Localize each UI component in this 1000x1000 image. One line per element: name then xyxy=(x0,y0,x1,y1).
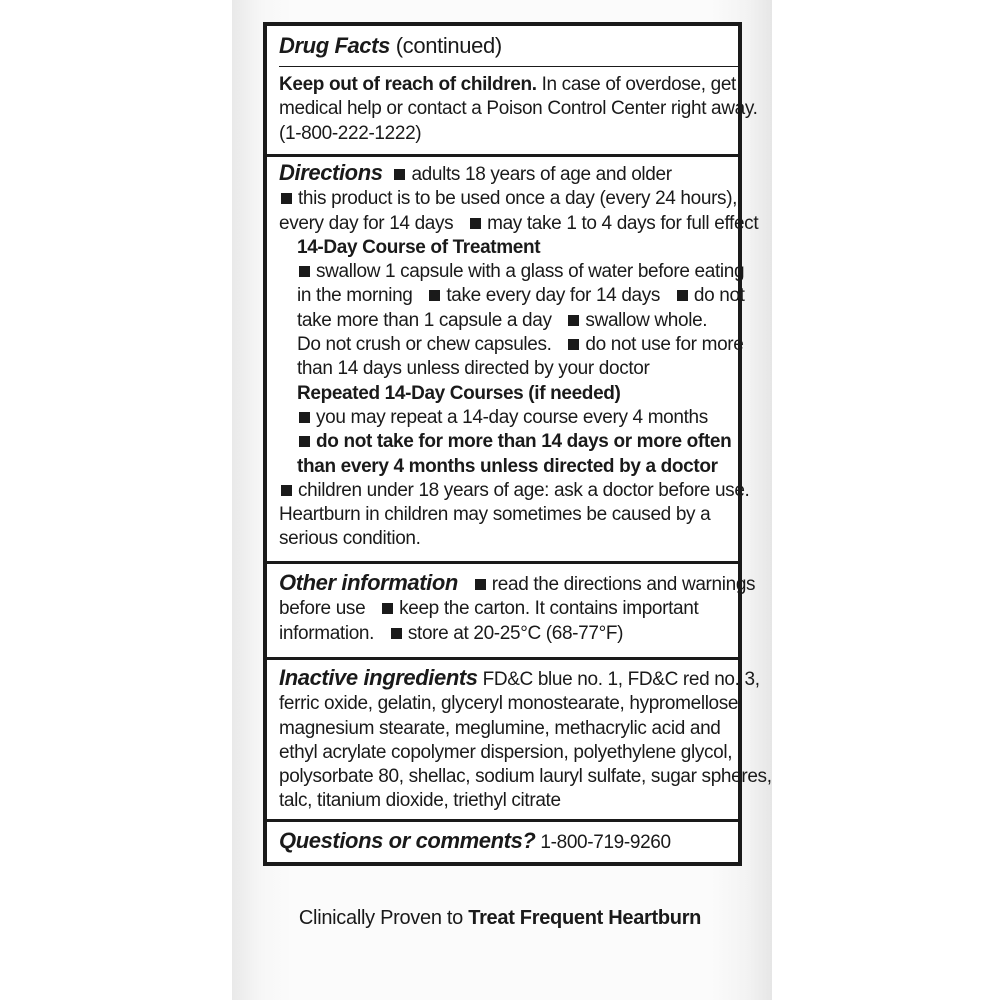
directions-heading: Directions xyxy=(279,160,383,185)
children-warning-text: children under 18 years of age: ask a doctor before use. xyxy=(298,479,750,501)
drug-facts-panel xyxy=(263,22,772,866)
other-information-text: read the directions and warnings xyxy=(491,574,756,595)
ingredients-text: ethyl acrylate copolymer dispersion, polyethylene glycol, xyxy=(279,741,733,763)
bullet-icon xyxy=(568,315,579,326)
directions-section xyxy=(267,160,759,552)
directions-text: this product is to be used once a day (every 24 hours), xyxy=(298,188,738,210)
bullet-icon xyxy=(470,218,481,229)
ingredients-text: magnesium stearate, meglumine, methacrylic acid and xyxy=(279,717,721,739)
repeat-course-heading: Repeated 14-Day Courses (if needed) xyxy=(297,382,621,404)
children-warning-text: Heartburn in children may sometimes be caused by a xyxy=(279,504,711,526)
other-information-heading: Other information xyxy=(279,570,458,595)
bullet-icon xyxy=(299,412,310,423)
directions-warning-text: than every 4 months unless directed by a doctor xyxy=(297,455,718,477)
poison-control-phone: (1-800-222-1222) xyxy=(279,122,422,144)
questions-heading: Questions or comments? xyxy=(279,828,536,853)
bullet-icon xyxy=(429,290,440,301)
inactive-ingredients-section xyxy=(267,665,772,814)
ingredients-text: polysorbate 80, shellac, sodium lauryl sulfate, sugar spheres, xyxy=(279,766,772,788)
directions-text: in the morning xyxy=(297,285,413,307)
directions-text: take more than 1 capsule a day xyxy=(297,309,552,331)
tagline-bold: Treat Frequent Heartburn xyxy=(468,907,702,929)
keep-out-of-reach-warning: Keep out of reach of children. xyxy=(279,74,537,95)
ingredients-text: ferric oxide, gelatin, glyceryl monostearate, hypromellose, xyxy=(279,693,744,715)
tagline xyxy=(0,907,1000,930)
children-warning-text: serious condition. xyxy=(279,528,421,550)
overdose-text: In case of overdose, get xyxy=(541,74,736,95)
bullet-icon xyxy=(391,628,402,639)
tagline-plain: Clinically Proven to xyxy=(298,907,463,929)
bullet-icon xyxy=(475,579,486,590)
directions-text: adults 18 years of age and older xyxy=(411,164,672,185)
section-divider xyxy=(267,657,738,660)
bullet-icon xyxy=(299,436,310,447)
directions-text: Do not crush or chew capsules. xyxy=(297,334,552,356)
other-information-text: information. xyxy=(279,622,375,644)
directions-warning-text: do not take for more than 14 days or more often xyxy=(316,431,732,453)
section-divider xyxy=(267,154,738,157)
directions-text: swallow whole. xyxy=(585,309,708,331)
other-information-text: before use xyxy=(279,598,366,620)
section-divider xyxy=(267,819,738,822)
inactive-ingredients-heading: Inactive ingredients xyxy=(279,665,478,690)
bullet-icon xyxy=(281,485,292,496)
questions-phone: 1-800-719-9260 xyxy=(540,832,671,853)
course-heading: 14-Day Course of Treatment xyxy=(297,236,541,258)
drug-facts-header xyxy=(267,34,738,58)
directions-text: take every day for 14 days xyxy=(446,285,661,307)
directions-text: than 14 days unless directed by your doctor xyxy=(297,358,650,380)
directions-text: do not use for more xyxy=(585,334,744,356)
directions-text: swallow 1 capsule with a glass of water before eating xyxy=(316,261,745,283)
ingredients-text: talc, titanium dioxide, triethyl citrate xyxy=(279,790,561,812)
other-information-section xyxy=(267,570,756,646)
bullet-icon xyxy=(677,290,688,301)
directions-text: may take 1 to 4 days for full effect xyxy=(487,212,759,234)
ingredients-text: FD&C blue no. 1, FD&C red no. 3, xyxy=(482,669,760,690)
warnings-section xyxy=(267,73,758,146)
header-divider xyxy=(279,66,738,67)
bullet-icon xyxy=(281,193,292,204)
other-information-text: keep the carton. It contains important xyxy=(399,598,699,620)
drug-facts-title: Drug Facts xyxy=(279,33,390,58)
bullet-icon xyxy=(299,266,310,277)
poison-control-text: medical help or contact a Poison Control Center right away. xyxy=(279,98,758,120)
directions-text: every day for 14 days xyxy=(279,212,454,234)
bullet-icon xyxy=(394,169,405,180)
continued-label: (continued) xyxy=(395,33,502,58)
directions-text: you may repeat a 14-day course every 4 months xyxy=(316,406,708,428)
storage-text: store at 20-25°C (68-77°F) xyxy=(407,622,624,644)
bullet-icon xyxy=(568,339,579,350)
section-divider xyxy=(267,561,738,564)
directions-text: do not xyxy=(693,285,745,307)
questions-section xyxy=(267,829,738,855)
bullet-icon xyxy=(382,603,393,614)
